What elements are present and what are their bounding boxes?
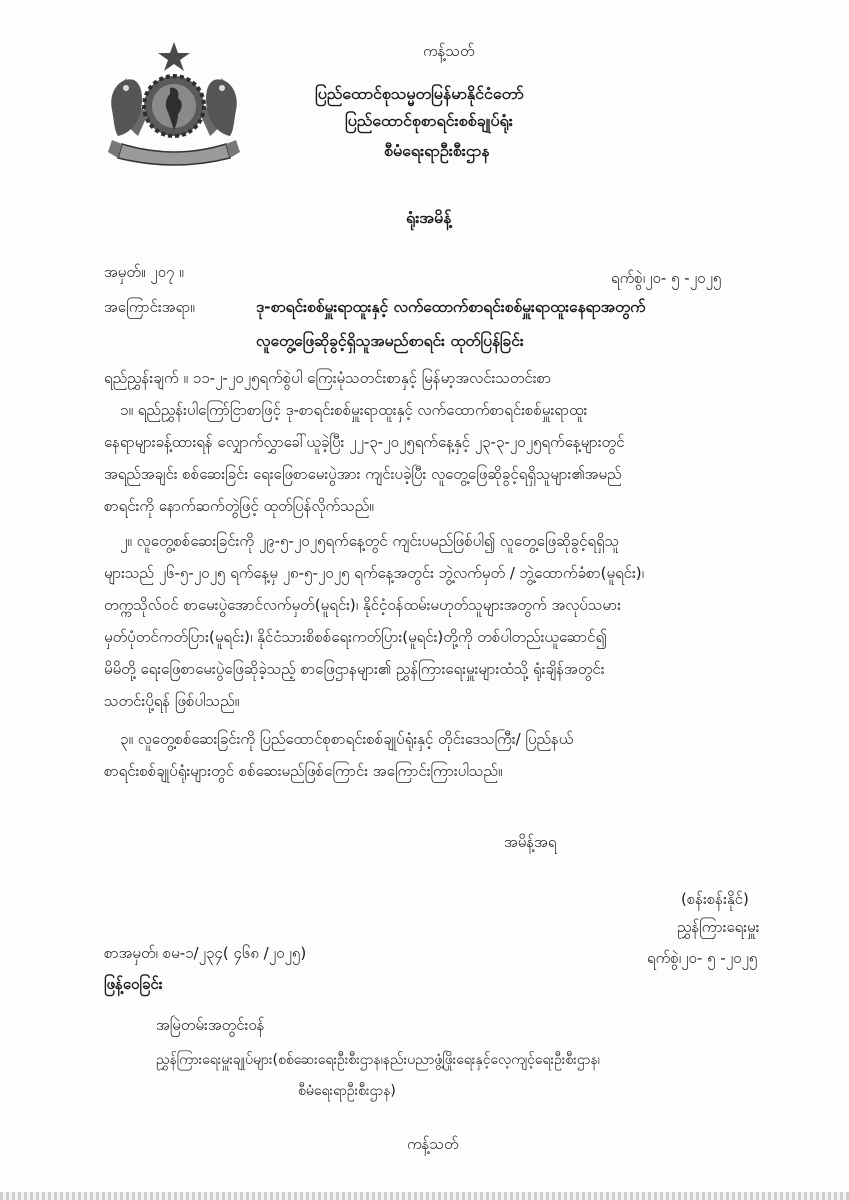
paragraph-2 xyxy=(104,525,764,717)
notice-title: ရုံးအမိန့် xyxy=(406,208,452,227)
paragraph-line: သတင်းပို့ရန် ဖြစ်ပါသည်။ xyxy=(104,692,240,710)
paragraph-line: မှတ်ပုံတင်ကတ်ပြား(မူရင်း)၊ နိုင်ငံသားစိစစ်ရေးကတ်ပြား(မူရင်း)တို့ကို တစ်ပါတည်းယူဆောင်၍ xyxy=(104,628,607,646)
classification-top: ကန့်သတ် xyxy=(423,42,475,60)
header-country-title: ပြည်ထောင်စုသမ္မတမြန်မာနိုင်ငံတော် xyxy=(315,84,524,103)
header-department-title: စီမံရေးရာဦးစီးဌာန xyxy=(384,141,490,160)
header-office-title: ပြည်ထောင်စုစာရင်းစစ်ချုပ်ရုံး xyxy=(345,111,513,130)
paragraph-line: များသည် ၂၆-၅-၂၀၂၅ ရက်နေ့မှ ၂၈-၅-၂၀၂၅ ရက်နေ့အတွင်း ဘွဲ့လက်မှတ် / ဘွဲ့ထောက်ခံစာ(မူရင်း)၊ xyxy=(104,564,645,582)
paragraph-line: ၂။ လူတွေ့စစ်ဆေးခြင်းကို ၂၉-၅-၂၀၂၅ရက်နေ့တွင် ကျင်းပမည်ဖြစ်ပါ၍ လူတွေ့ဖြေဆိုခွင့်ရရှိသူ xyxy=(120,532,620,550)
signatory-title: ညွှန်ကြားရေးမှူး xyxy=(677,918,760,936)
subject-label: အကြောင်းအရာ။ xyxy=(104,298,195,316)
distribution-item: အမြဲတမ်းအတွင်းဝန် xyxy=(156,1016,265,1034)
order-date: ရက်စွဲ၊၂၀- ၅ -၂၀၂၅ xyxy=(611,269,722,287)
subject-line-2: လူတွေ့ဖြေဆိုခွင့်ရှိသူအမည်စာရင်း ထုတ်ပြန်ခြင်း xyxy=(256,332,524,350)
paragraph-line: စာရင်းစစ်ချုပ်ရုံးများတွင် စစ်ဆေးမည်ဖြစ်ကြောင်း အကြောင်းကြားပါသည်။ xyxy=(104,762,503,780)
paragraph-line: ၁။ ရည်ညွှန်းပါကြော်ငြာစာဖြင့် ဒု-စာရင်းစစ်မှူးရာထူးနှင့် လက်ထောက်စာရင်းစစ်မှူးရာထူး xyxy=(120,401,588,419)
paragraph-line: အရည်အချင်း စစ်ဆေးခြင်း ရေးဖြေစာမေးပွဲအား ကျင်းပခဲ့ပြီး လူတွေ့ဖြေဆိုခွင့်ရရှိသူများ၏အမည် xyxy=(104,465,622,483)
paragraph-line: နေရာများခန့်ထားရန် လျှောက်လွှာခေါ်ယူခဲ့ပြီး ၂၂-၃-၂၀၂၅ရက်နေ့နှင့် ၂၃-၃-၂၀၂၅ရက်နေ့များတွင် xyxy=(104,433,625,451)
letter-number: စာအမှတ်၊ စမ-၁/၂၃၄( ၄၆၈ /၂၀၂၅) xyxy=(104,944,307,962)
by-order-label: အမိန့်အရ xyxy=(504,833,557,851)
scan-edge xyxy=(0,1192,849,1200)
order-number: အမှတ်။ ၂၀၇ ။ xyxy=(104,263,184,281)
distribution-item: ညွှန်ကြားရေးမှူးချုပ်များ(စစ်ဆေးရေးဦးစီးဌာန၊နည်းပညာဖွံ့ဖြိုးရေးနှင့်လေ့ကျင့်ရေးဦးစီးဌာန၊ xyxy=(156,1052,600,1068)
signatory-name: (စန်းစန်းနိုင်) xyxy=(681,890,749,908)
signatory-date: ရက်စွဲ၊၂၀- ၅ -၂၀၂၅ xyxy=(647,949,758,967)
paragraph-line: မိမိတို့ ရေးဖြေစာမေးပွဲဖြေဆိုခဲ့သည့် စာဖြေဌာနများ၏ ညွှန်ကြားရေးမှူးများထံသို့ ရုံးချိန်အတွင်း xyxy=(104,660,605,678)
paragraph-line: စာရင်းကို နောက်ဆက်တွဲဖြင့် ထုတ်ပြန်လိုက်သည်။ xyxy=(104,497,374,515)
subject-line-1: ဒု-စာရင်းစစ်မှူးရာထူးနှင့် လက်ထောက်စာရင်းစစ်မှူးရာထူးနေရာအတွက် xyxy=(256,298,646,316)
paragraph-3 xyxy=(104,723,764,787)
state-seal-icon xyxy=(104,40,244,170)
paragraph-1 xyxy=(104,394,764,522)
paragraph-line: ၃။ လူတွေ့စစ်ဆေးခြင်းကို ပြည်ထောင်စုစာရင်းစစ်ချုပ်ရုံးနှင့် တိုင်းဒေသကြီး/ ပြည်နယ် xyxy=(120,730,574,748)
distribution-label: ဖြန့်ဝေခြင်း xyxy=(104,975,163,993)
reference-line: ရည်ညွှန်းချက် ။ ၁၁-၂-၂၀၂၅ရက်စွဲပါ ကြေးမုံသတင်းစာနှင့် မြန်မာ့အလင်းသတင်းစာ xyxy=(104,369,552,387)
distribution-item: စီမံရေးရာဦးစီးဌာန) xyxy=(298,1083,396,1099)
classification-bottom: ကန့်သတ် xyxy=(407,1135,459,1153)
paragraph-line: တက္ကသိုလ်ဝင် စာမေးပွဲအောင်လက်မှတ်(မူရင်း)၊ နိုင်ငံ့ဝန်ထမ်းမဟုတ်သူများအတွက် အလုပ်သမား xyxy=(104,596,621,614)
